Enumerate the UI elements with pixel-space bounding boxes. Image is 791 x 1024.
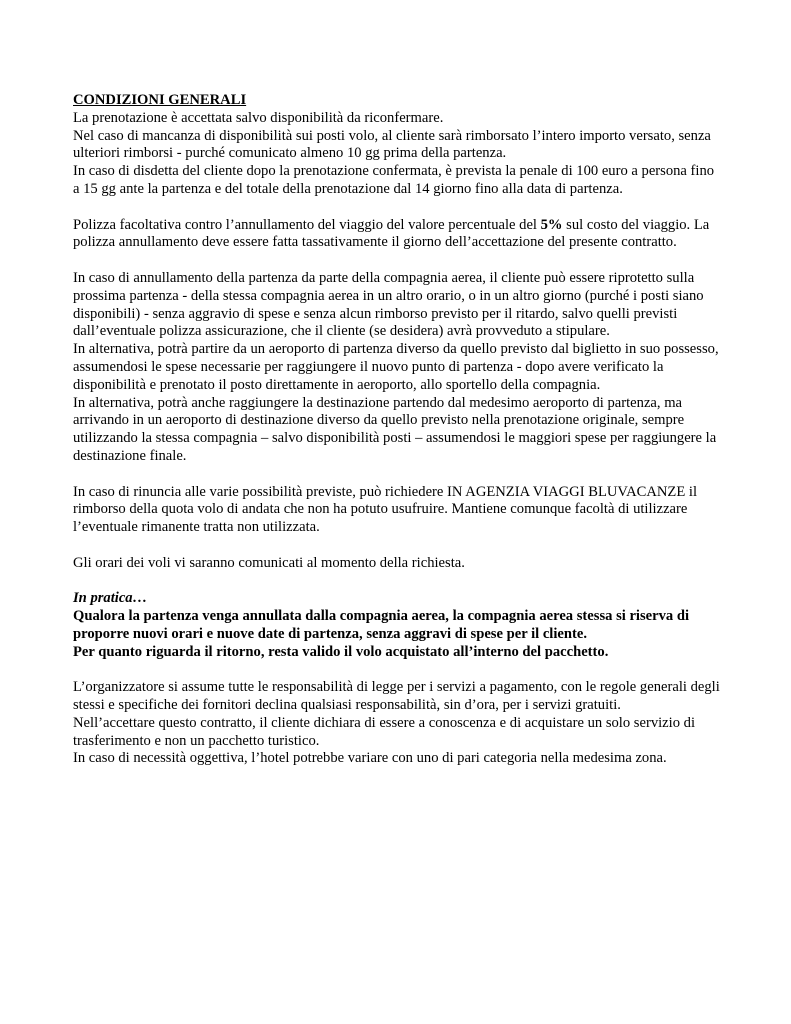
spacer [73,199,723,217]
insurance-percent: 5% [540,216,563,233]
in-pratica-line: Per quanto riguarda il ritorno, resta valido il volo acquistato all’interno del pacchetto. [73,643,609,660]
in-pratica-title: In pratica… [73,590,148,607]
paragraph: Nell’accettare questo contratto, il cliente dichiara di essere a conoscenza e di acquistare un solo servizio di trasferimento e non un pacchetto turistico. [73,714,695,749]
insurance-paragraph [73,217,723,253]
document-page [73,92,723,768]
paragraph: La prenotazione è accettata salvo disponibilità da riconfermare. [73,109,444,126]
paragraph: Nel caso di mancanza di disponibilità sui posti volo, al cliente sarà rimborsato l’intero importo versato, senza ulteriori rimborsi - purché comunicato almeno 10 gg prima della partenza. [73,127,711,162]
spacer [73,466,723,484]
insurance-text-before: Polizza facoltativa contro l’annullamento del viaggio del valore percentuale del [73,216,541,233]
paragraph: In caso di annullamento della partenza da parte della compagnia aerea, il cliente può essere riprotetto sulla prossima partenza - della stessa compagnia aerea in un altro orario, o in un altro giorno (purché i posti siano disponibili) - senza aggravio di spese e senza alcun rimborso previsto per il ritardo, salvo quelli previsti dall’eventuale polizza assicurazione, che il cliente (se desidera) avrà provveduto a stipulare. [73,269,704,340]
paragraph: In caso di disdetta del cliente dopo la prenotazione confermata, è prevista la penale di 100 euro a persona fino a 15 gg ante la partenza e del totale della prenotazione dal 14 giorno fino alla data di partenza. [73,163,715,197]
spacer [73,537,723,555]
spacer [73,662,723,680]
paragraph: In alternativa, potrà anche raggiungere la destinazione partendo dal medesimo aeroporto di partenza, ma arrivando in un aeroporto di destinazione diverso da quello previsto nella prenotazione originale, sempre utilizzando la stessa compagnia – salvo disponibilità posti – assumendosi le maggiori spese per raggiungere la destinazione finale. [73,394,717,464]
spacer [73,252,723,270]
paragraph: L’organizzatore si assume tutte le responsabilità di legge per i servizi a pagamento, con le regole generali degli stessi e specifiche dei fornitori declina qualsiasi responsabilità, sin d’ora, per i servizi gratuiti. [73,679,720,714]
refund-paragraph: In caso di rinuncia alle varie possibilità previste, può richiedere IN AGENZIA VIAGGI BLUVACANZE il rimborso della quota volo di andata che non ha potuto usufruire. Mantiene comunque facoltà di utilizzare l’eventuale rimanente tratta non utilizzata. [73,483,698,536]
paragraph: In alternativa, potrà partire da un aeroporto di partenza diverso da quello previsto dal biglietto in suo possesso, assumendosi le spese necessarie per raggiungere il nuovo punto di partenza - dopo avere verificato la disponibilità e prenotato il posto direttamente in aeroporto, allo sportello della compagnia. [73,341,719,393]
page-title: CONDIZIONI GENERALI [73,92,247,108]
in-pratica-line: Qualora la partenza venga annullata dalla compagnia aerea, la compagnia aerea stessa si riserva di proporre nuovi orari e nuove date di partenza, senza aggravi di spese per il cliente. [73,608,690,642]
insurance-text-after: sul costo del viaggio. La polizza annullamento deve essere fatta tassativamente il giorno dell’accettazione del presente contratto. [73,216,710,251]
paragraph: In caso di necessità oggettiva, l’hotel potrebbe variare con uno di pari categoria nella medesima zona. [73,750,667,767]
spacer [73,573,723,591]
schedule-paragraph: Gli orari dei voli vi saranno comunicati al momento della richiesta. [73,554,465,571]
